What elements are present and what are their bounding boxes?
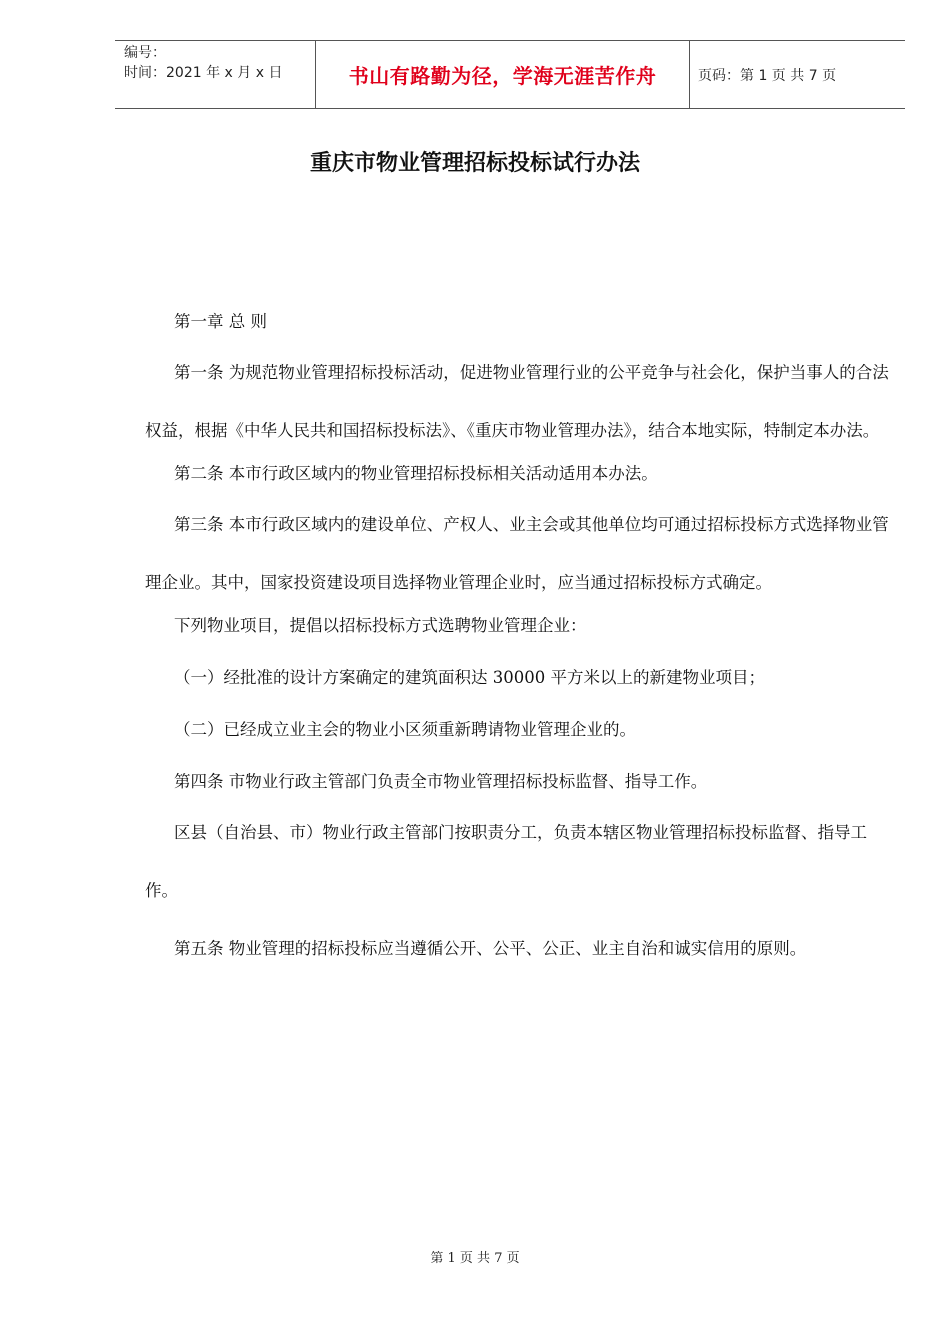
header-motto: 书山有路勤为径，学海无涯苦作舟 <box>348 64 657 88</box>
list-item-1: （一）经批准的设计方案确定的建筑面积达 30000 平方米以上的新建物业项目； <box>174 668 765 687</box>
article-1: 第一条 为规范物业管理招标投标活动，促进物业管理行业的公平竞争与社会化，保护当事人的合法权益，根据《中华人民共和国招标投标法》、《重庆市物业管理办法》，结合本地实际，特制定本办法。 <box>145 363 889 440</box>
header-page-info: 页码：第 1 页 共 7 页 <box>698 67 837 84</box>
header-page-info-cell <box>690 41 905 108</box>
header-motto-cell <box>316 41 690 108</box>
document-number-label: 编号： <box>124 45 166 61</box>
chapter-heading: 第一章 总 则 <box>174 312 267 331</box>
page-footer: 第 1 页 共 7 页 <box>430 1251 520 1266</box>
header-table <box>115 40 905 109</box>
article-4-district: 区县（自治县、市）物业行政主管部门按职责分工，负责本辖区物业管理招标投标监督、指导工作。 <box>145 823 867 900</box>
document-title: 重庆市物业管理招标投标试行办法 <box>309 151 640 176</box>
document-date: 时间：2021 年 x 月 x 日 <box>124 65 283 81</box>
article-3: 第三条 本市行政区域内的建设单位、产权人、业主会或其他单位均可通过招标投标方式选择物业管理企业。其中，国家投资建设项目选择物业管理企业时，应当通过招标投标方式确定。 <box>145 515 889 592</box>
list-item-2: （二）已经成立业主会的物业小区须重新聘请物业管理企业的。 <box>174 720 636 739</box>
article-2: 第二条 本市行政区域内的物业管理招标投标相关活动适用本办法。 <box>174 464 658 483</box>
list-intro: 下列物业项目，提倡以招标投标方式选聘物业管理企业： <box>174 616 587 635</box>
document-body <box>145 308 890 978</box>
article-5: 第五条 物业管理的招标投标应当遵循公开、公平、公正、业主自治和诚实信用的原则。 <box>174 939 807 958</box>
article-4: 第四条 市物业行政主管部门负责全市物业管理招标投标监督、指导工作。 <box>174 772 708 791</box>
header-meta <box>115 41 316 108</box>
